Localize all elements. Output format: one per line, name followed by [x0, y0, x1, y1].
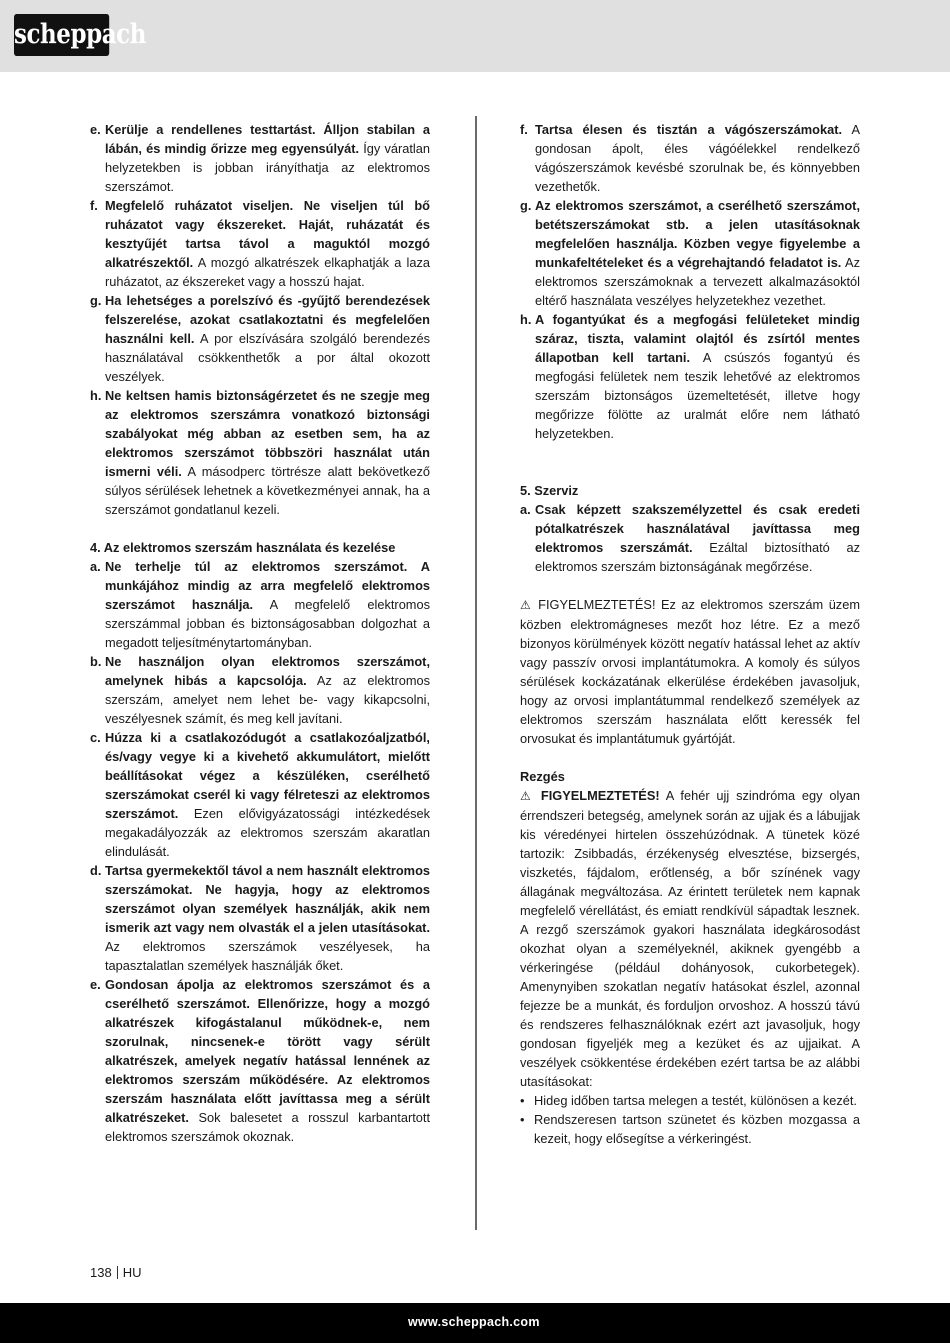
item-text: Az elektromos szerszámok veszélyesek, ha tapasztalatlan személyek használják őket.	[105, 939, 430, 973]
item-text: Sok balesetet a rosszul karbantartott elektromos szerszámok okoznak.	[105, 1110, 430, 1144]
list-item	[520, 500, 860, 576]
list-item	[90, 652, 430, 728]
item-bold-text: A fogantyúkat és a megfogási felületeket mindig száraz, tiszta, valamint olajtól és zsírtól mentes állapotban kell tartani.	[535, 312, 860, 365]
section-5-list	[520, 500, 860, 576]
list-marker: b.	[90, 654, 102, 669]
list-marker: h.	[520, 312, 532, 327]
page-language: HU	[122, 1265, 142, 1280]
item-bold-text: Az elektromos szerszámot, a cserélhető szerszámot, betétszerszámokat stb. a jelen utasításoknak megfelelően használja. Közben vegye figyelembe a munkafeltételeket és a végrehajtandó feladatot is.	[535, 198, 860, 270]
warning-text: A fehér ujj szindróma egy olyan érrendszeri betegség, amelynek során az ujjak és a lábujjak kis véredényei hirtelen összehúzódnak. A tünetek közé tartozik: Zsibbadás, érzékenység elvesztése, bizsergés, viszketés, fájdalom, erőtlenség, a bőr színének vagy állagának megváltozása. Az érintett területek nem kapnak megfelelő vérellátást, és emiatt rendkívül sápadtak lesznek. A rezgő szerszámok gyakori használata idegkárosodást okozhat olyan a személyeknél, akiknek gyengébb a vérkeringése (például dohányosok, cukorbetegek). Amenynyiben szokatlan negatív hatásokat észlel, azonnal fejezze be a munkát, és forduljon orvoshoz. A hosszú távú és rendszeres felhasználóknak ezért azt javasoljuk, hogy gondosan figyeljék meg a kezüket és az ujjaikat. A veszélyek csökkentése érdekében ezért tartsa be az alábbi utasításokat:	[520, 788, 860, 1089]
warning-label: FIGYELMEZTETÉS!	[540, 788, 660, 803]
item-bold-text: Kerülje a rendellenes testtartást. Álljon stabilan a lábán, és mindig őrizze meg egyensúlyát.	[105, 122, 430, 156]
page-footer	[0, 1303, 950, 1343]
list-item	[90, 861, 430, 975]
bullet-text: Hideg időben tartsa melegen a testét, különösen a kezét.	[534, 1093, 857, 1108]
list-marker: d.	[90, 863, 102, 878]
vibration-warning	[520, 786, 860, 1091]
list-item	[90, 196, 430, 291]
warning-text: Ez az elektromos szerszám üzem közben elektromágneses mezőt hoz létre. Ez a mező bizonyos körülmények között negatív hatással lehet az aktív vagy passzív orvosi implantátumokra. A komoly és súlyos sérülések kockázatának elkerülése érdekében javasoljuk, hogy az orvosi implantátummal rendelkező személyek az elektromos szerszám használata előtt keressék fel orvosukat és implantátumuk gyártóját.	[520, 597, 861, 746]
item-bold-text: Ne használjon olyan elektromos szerszámot, amelynek hibás a kapcsolója.	[105, 654, 430, 688]
page-header	[0, 0, 950, 72]
left-column	[90, 120, 430, 1146]
vibration-title: Rezgés	[520, 769, 565, 784]
list-item	[90, 291, 430, 386]
bullet-icon: •	[520, 1093, 525, 1108]
list-item	[90, 386, 430, 519]
list-marker: f.	[520, 122, 528, 137]
list-item	[90, 120, 430, 196]
item-text: A mozgó alkatrészek elkaphatják a laza ruházatot, az ékszereket vagy a hosszú hajat.	[105, 255, 430, 289]
item-bold-text: Ha lehetséges a porelszívó és -gyűjtő berendezések felszerelése, azokat csatlakoztatni és megfelelően használni kell.	[105, 293, 430, 346]
safety-list-right	[520, 120, 860, 443]
warning-triangle-icon: ⚠	[520, 598, 533, 612]
right-column	[520, 120, 860, 1148]
item-bold-text: Csak képzett szakszemélyzettel és csak eredeti pótalkatrészek használatával javíttassa meg elektromos szerszámát.	[535, 502, 860, 555]
page-number: 138	[90, 1265, 112, 1280]
item-text: A csúszós fogantyú és megfogási felületek nem teszik lehetővé az elektromos szerszám biztonságos üzemeltetését, illetve hogy megőrizze fölötte az uralmát előre nem látható helyzetekben.	[535, 350, 860, 441]
bullet-text: Rendszeresen tartson szünetet és közben mozgassa a kezeit, hogy elősegítse a vérkeringést.	[534, 1112, 860, 1146]
footer-url: www.scheppach.com	[408, 1315, 540, 1329]
item-bold-text: Húzza ki a csatlakozódugót a csatlakozóaljzatból, és/vagy vegye ki a kivehető akkumulátort, mielőtt beállításokat végez a készüléken, cserélhető szerszámokat cserél ki vagy félreteszi az elektromos szerszámot.	[105, 730, 430, 821]
list-item	[90, 557, 430, 652]
item-text: Ezáltal biztosítható az elektromos szerszám biztonságának megőrzése.	[535, 540, 860, 574]
section-4-list	[90, 557, 430, 1146]
item-bold-text: Megfelelő ruházatot viseljen. Ne viseljen túl bő ruházatot vagy ékszereket. Haját, ruházatát és kesztyűjét tartsa távol a maguktól mozgó alkatrészektől.	[105, 198, 430, 270]
section-4-title: 4. Az elektromos szerszám használata és kezelése	[90, 540, 396, 555]
item-text: A gondosan ápolt, éles vágóélekkel rendelkező vágószerszámok kevésbé szorulnak be, és könnyebben vezethetők.	[535, 122, 860, 194]
bullet-item	[520, 1110, 860, 1148]
vibration-bullets	[520, 1091, 860, 1148]
list-marker: e.	[90, 122, 101, 137]
list-item	[90, 975, 430, 1146]
section-5-title: 5. Szerviz	[520, 483, 579, 498]
brand-logo: scheppach	[14, 14, 109, 56]
list-marker: g.	[90, 293, 102, 308]
list-item	[520, 310, 860, 443]
list-marker: f.	[90, 198, 98, 213]
list-marker: a.	[520, 502, 531, 517]
item-bold-text: Tartsa élesen és tisztán a vágószerszámokat.	[535, 122, 843, 137]
item-text: A megfelelő elektromos szerszámmal jobban és biztonságosabban dolgozhat a megadott teljesítménytartományban.	[105, 597, 430, 650]
item-bold-text: Ne terhelje túl az elektromos szerszámot. A munkájához mindig az arra megfelelő elektromos szerszámot használja.	[105, 559, 430, 612]
list-marker: e.	[90, 977, 101, 992]
list-marker: c.	[90, 730, 101, 745]
column-divider	[475, 116, 477, 1230]
list-item	[520, 120, 860, 196]
item-text: A másodperc törtrésze alatt bekövetkező súlyos sérülések lehetnek a következményei annak, ha a szerszámot gondatlanul kezeli.	[105, 464, 430, 517]
list-marker: h.	[90, 388, 102, 403]
list-item	[90, 728, 430, 861]
list-item	[520, 196, 860, 310]
page-number-block	[90, 1265, 141, 1280]
bullet-item	[520, 1091, 860, 1110]
list-marker: g.	[520, 198, 532, 213]
safety-list-top	[90, 120, 430, 519]
item-text: Az elektromos szerszámoknak a tervezett alkalmazásoktól eltérő használata veszélyes helyzetekhez vezethet.	[535, 255, 860, 308]
emf-warning	[520, 595, 860, 748]
list-marker: a.	[90, 559, 101, 574]
item-text: Ezen elővigyázatossági intézkedések megakadályozzák az elektromos szerszám akaratlan elindulását.	[105, 806, 430, 859]
item-bold-text: Gondosan ápolja az elektromos szerszámot és a cserélhető szerszámot. Ellenőrizze, hogy a mozgó alkatrészek kifogástalanul működnek-e, nem szorulnak, nincsenek-e törött vagy sérült alkatrészek, amelyek negatív hatással lennének az elektromos szerszám működésére. Az elektromos szerszám használata előtt javíttassa meg a sérült alkatrészeket.	[105, 977, 430, 1125]
item-bold-text: Ne keltsen hamis biztonságérzetet és ne szegje meg az elektromos szerszámra vonatkozó biztonsági szabályokat még abban az esetben sem, ha az elektromos szerszámot többszöri használat után ismerni véli.	[105, 388, 430, 479]
item-bold-text: Tartsa gyermekektől távol a nem használt elektromos szerszámokat. Ne hagyja, hogy az elektromos szerszámot olyan személyek használják, akik nem ismerik azt vagy nem olvasták el a jelen utasításokat.	[105, 863, 430, 935]
item-text: A por elszívására szolgáló berendezés használatával csökkenthetők a por által okozott veszélyek.	[105, 331, 430, 384]
warning-label: FIGYELMEZTETÉS!	[538, 597, 656, 612]
item-text: Az az elektromos szerszám, amelyet nem lehet be- vagy kikapcsolni, veszélyesnek számít, és meg kell javítani.	[105, 673, 430, 726]
item-text: Így váratlan helyzetekben is jobban irányíthatja az elektromos szerszámot.	[105, 141, 430, 194]
bullet-icon: •	[520, 1112, 525, 1127]
warning-triangle-icon: ⚠	[520, 789, 535, 803]
